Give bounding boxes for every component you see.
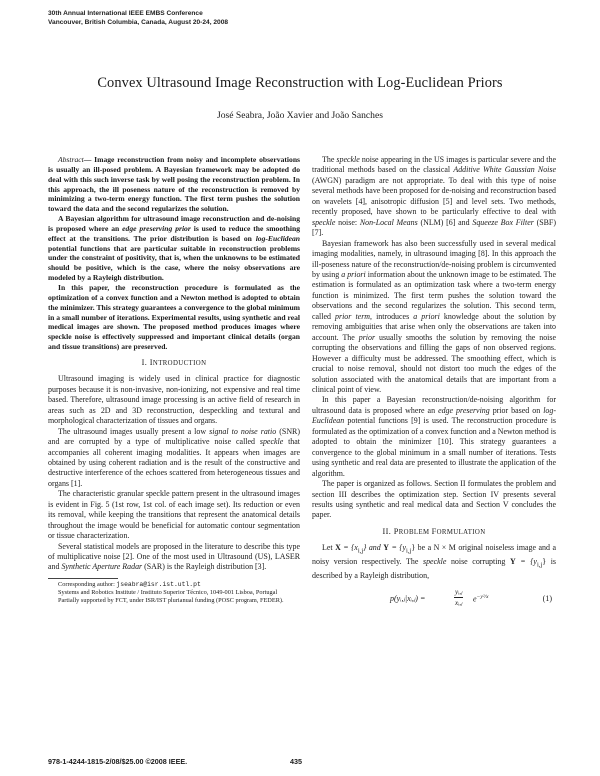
- equation-1: [312, 586, 556, 612]
- abstract: [48, 155, 300, 352]
- abstract-paragraph-2: [48, 214, 300, 283]
- intro-paragraph-3: The characteristic granular speckle pattern present in the ultrasound images is evident in Fig. 5 (1st row, 1st col. of each image set). Its reduction or even its removal, while keeping the transitions that represent the anatomical details throughout the image would be beneficial for automatic contour segmentation or tissue characterization.: [48, 489, 300, 541]
- r-text-5l: Y: [509, 557, 516, 567]
- r-text-1j: Squeeze Box Filter: [472, 217, 534, 227]
- footnote-funding: Partially supported by FCT, under ISR/IST plurianual funding (POSC program, FEDER).: [58, 597, 284, 605]
- intro-text-4b: Synthetic Aperture Radar: [61, 562, 143, 572]
- r-text-1i: (NLM) [6] and: [417, 217, 473, 227]
- r-text-2d: prior term: [335, 311, 371, 321]
- r-text-5n: i,j: [536, 561, 543, 569]
- r-text-5d: i,j: [357, 547, 364, 555]
- r-text-2h: prior: [358, 332, 376, 342]
- r-text-5a: Let: [322, 543, 336, 553]
- intro-text-2d: speckle: [259, 437, 284, 447]
- r-text-1h: Non-Local Means: [359, 217, 418, 227]
- r-text-5o: } is described by a Rayleigh distribution,: [312, 557, 556, 581]
- intro-heading-num: I.: [141, 357, 150, 367]
- abstract-paragraph-1: [48, 155, 300, 214]
- r-text-3e: potential functions [9] is used. The reconstruction procedure is formulated as the optimization of a convex function and a Newton method is adopted to obtain the minimizer [10]. This strategy guarantees a convergence to the global minimum in a small number of iterations. Tests using synthetic and real data are presented to illustrate the application of the algorithm.: [312, 416, 556, 478]
- intro-text-4c: (SAR) is the Rayleigh distribution [3].: [142, 562, 267, 572]
- abstract-label: Abstract: [58, 155, 84, 164]
- footnote-rule: [48, 578, 118, 579]
- section-heading-introduction: [48, 358, 300, 369]
- right-paragraph-3: [312, 395, 556, 479]
- r-text-5c: = {x: [340, 543, 358, 553]
- sec2-first2: F: [431, 526, 437, 536]
- r-text-3b: edge preserving: [438, 405, 490, 415]
- sec2-rest2: ORMULATION: [436, 528, 486, 536]
- abstract-text-2d: log-Euclidean: [255, 233, 300, 243]
- r-text-2b: a priori: [341, 269, 366, 279]
- r-text-2i: usually smooths the solution by removing the noise corrupting the observations and filling the gaps of non observed regions. However a difficulty must be addressed. The smoothing effect, which is crucial to noise removal, should not distort too much the edges of the solution associated with the anatomical details that are important from a clinical point of view.: [312, 332, 556, 394]
- r-text-1g: noise:: [335, 217, 360, 227]
- r-text-2f: a priori: [413, 311, 440, 321]
- left-column: [48, 155, 300, 606]
- footnote-corresponding-label: Corresponding author:: [58, 580, 117, 588]
- intro-paragraph-1: Ultrasound imaging is widely used in clinical practice for diagnostic purposes because it is non-invasive, non-ionizing, not expensive and real time based. Therefore, ultrasound image processing is an active field of research in areas such as 2D and 3D reconstruction, despeckling and textural and morphological characterization of tissues and organs.: [48, 374, 300, 426]
- r-text-1f: speckle: [312, 217, 336, 227]
- intro-heading-rest: NTRODUCTION: [152, 359, 207, 367]
- footnote-corresponding: [48, 581, 300, 589]
- abstract-text-1: — Image reconstruction from noisy and incomplete observations is usually an ill-posed problem. A Bayesian framework may be adopted do deal with this such inverse task by well posing the reconstruction problem. In this approach, the ill poseness nature of the reconstruction is removed by minimizing a two-term energy function. The first term pushes the solution toward the data and the second regularizes the solution.: [48, 155, 300, 214]
- right-paragraph-1: [312, 155, 556, 239]
- footer-isbn: 978-1-4244-1815-2/08/$25.00 ©2008 IEEE.: [48, 757, 188, 766]
- paper-title: Convex Ultrasound Image Reconstruction with Log-Euclidean Priors: [97, 75, 503, 91]
- intro-text-2b: signal to noise ratio: [209, 426, 277, 436]
- right-column: [312, 155, 556, 612]
- r-text-3c: prior based on: [489, 405, 544, 415]
- conference-line-2: Vancouver, British Columbia, Canada, August 20-24, 2008: [48, 19, 229, 26]
- intro-text-2c: (SNR) and are corrupted by a type of multiplicative noise called: [48, 426, 300, 447]
- r-text-2e: , introduces: [370, 311, 414, 321]
- r-text-5k: noise corrupting: [446, 557, 510, 567]
- abstract-text-2a: A Bayesian algorithm for ultrasound image reconstruction and de-noising is proposed where an: [48, 214, 300, 233]
- conference-line-1: 30th Annual International IEEE EMBS Conference: [48, 10, 203, 17]
- r-text-1d: Additive White Gaussian Noise: [453, 165, 556, 175]
- sec2-rest1: ROBLEM: [398, 528, 432, 536]
- r-text-1a: The: [322, 155, 337, 164]
- r-text-2a: Bayesian framework has also been successfully used in several medical imaging modalities, namely, in ultrasound imaging [8]. In this approach the ill-poseness nature of the reconstruction/de-noising problem is circumvented by using: [312, 238, 556, 279]
- r-text-1c: noise appearing in the US images is particular severe and the traditional methods based on the classical: [312, 155, 557, 175]
- equation-exponential: [473, 592, 489, 605]
- r-text-2g: knowledge about the solution by removing ambiguities that arise when only the observations are taken into account. The: [312, 311, 556, 342]
- r-text-5f: Y: [383, 543, 389, 553]
- right-paragraph-2: [312, 239, 556, 396]
- r-text-3d: log-Euclidean: [312, 405, 556, 426]
- abstract-text-2b: edge preserving prior: [122, 223, 191, 233]
- page-number: 435: [290, 757, 302, 766]
- conference-header: [48, 9, 228, 27]
- r-text-5j: speckle: [422, 557, 447, 567]
- intro-text-2a: The ultrasound images usually present a low: [58, 426, 210, 436]
- r-text-3a: In this paper a Bayesian reconstruction/de-noising algorithm for ultrasound data is proposed where an: [312, 395, 556, 415]
- footnote-affiliation: Systems and Robotics Institute / Instituto Superior Técnico, 1049-001 Lisboa, Portugal: [58, 589, 278, 597]
- r-text-1e: (AWGN) paradigm are not appropriate. To deal with this type of noise several methods have been proposed for de-noising and reconstruction based on wavelets [4], anisotropic diffusion [5] and level sets. Two methods, recently proposed, have shown to be particularly effective to deal with: [312, 175, 557, 217]
- intro-paragraph-2: [48, 427, 300, 490]
- sec2-first1: P: [393, 526, 399, 536]
- equation-exponent: −y²/x: [476, 593, 489, 600]
- right-paragraph-5: [312, 543, 556, 582]
- r-text-5m: = {y: [515, 557, 537, 567]
- r-text-5i: } be a N × M original noiseless image and a noisy version respectively. The: [312, 543, 556, 567]
- r-text-1k: (SBF) [7].: [312, 217, 556, 238]
- author-email: jseabra@isr.ist.utl.pt: [116, 580, 201, 588]
- intro-heading-first: I: [149, 357, 153, 367]
- right-paragraph-4: The paper is organized as follows. Section II formulates the problem and section III describes the optimization step. Section IV presents several results using synthetic and real medical data and Section V concludes the paper.: [312, 479, 556, 520]
- section-heading-problem-formulation: [312, 527, 556, 538]
- equation-denominator: xᵢ,ⱼ: [455, 599, 463, 608]
- intro-paragraph-4: [48, 542, 300, 573]
- abstract-text-2c: is used to reduce the smoothing effect at the transitions. The prior distribution is based on: [48, 223, 300, 243]
- equation-numerator: yᵢ,ⱼ: [454, 587, 463, 598]
- r-text-5b: X: [335, 543, 341, 553]
- r-text-1b: speckle: [336, 155, 360, 164]
- intro-text-4a: Several statistical models are proposed in the literature to describe this type of multiplicative noise [2]. One of the most used in Ultrasound (US), LASER and: [48, 541, 300, 572]
- equation-exp-base: e: [473, 594, 477, 604]
- r-text-5h: i,j: [405, 547, 412, 555]
- sec2-num: II.: [382, 526, 394, 536]
- r-text-5g: = {y: [388, 543, 406, 553]
- equation-fraction: [454, 587, 463, 609]
- r-text-5e: } and: [363, 543, 384, 553]
- equation-lhs: p(yᵢ,ⱼ|xᵢ,ⱼ) =: [390, 593, 426, 603]
- paper-authors: José Seabra, João Xavier and João Sanches: [217, 110, 383, 121]
- r-text-2c: information about the unknown image to be estimated. The estimation is formulated as an optimization task where a two-term energy function is minimized. The first term pushes the solution toward the observations and the second regularizes the solution. This second term, called: [312, 269, 557, 321]
- abstract-paragraph-3: In this paper, the reconstruction procedure is formulated as the optimization of a convex function and a Newton method is adopted to obtain the minimizer. This strategy guarantees a convergence to the global minimum in a small number of iterations. Experimental results, using synthetic and real medical images are shown. The proposed method produces images where speckle noise is effectively suppressed and important clinical details (organ and tissue transitions) are preserved.: [48, 282, 300, 352]
- intro-text-2e: that accompanies all coherent imaging modalities. It appears when images are obtained by using coherent radiation and is the result of the constructive and destructive interference of the echoes scattered from heterogeneous tissues and organs [1].: [48, 437, 300, 488]
- abstract-text-2e: potential functions that are particular suitable in reconstruction problems under the constraint of positivity, that is, when the unknowns to be estimated should be positive, which is the case, where the noisy observations are modeled by a Rayleigh distribution.: [48, 243, 300, 283]
- equation-number: (1): [542, 593, 552, 603]
